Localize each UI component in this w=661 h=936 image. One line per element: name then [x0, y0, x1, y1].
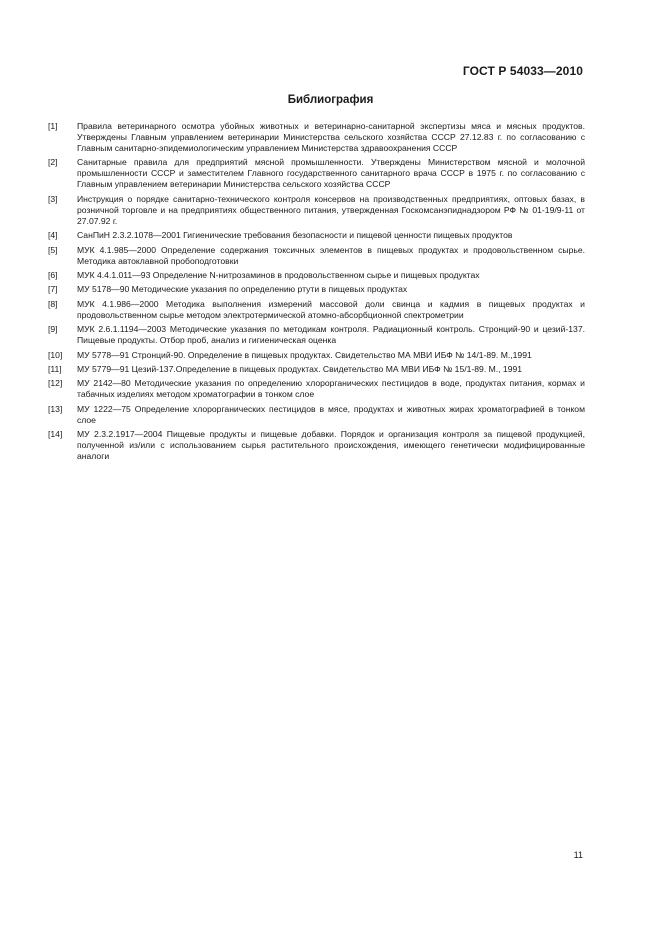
entry-text: МУ 5778—91 Стронций-90. Определение в пищевых продуктах. Свидетельство МА МВИ ИБФ № 14/1-89. М.,1991: [77, 349, 532, 360]
bibliography-entry: [48, 350, 585, 361]
bibliography-entry: [48, 429, 585, 462]
bibliography-entry: [48, 245, 585, 267]
entry-number: [9]: [48, 324, 58, 335]
entry-text: МУК 4.1.985—2000 Определение содержания токсичных элементов в пищевых продуктах и продовольственном сырье. Методика автоклавной пробоподготовки: [77, 244, 585, 266]
bibliography-entry: [48, 404, 585, 426]
bibliography-entry: [48, 157, 585, 190]
entry-text: МУК 4.4.1.011—93 Определение N-нитрозаминов в продовольственном сырье и пищевых продуктах: [77, 269, 480, 280]
entry-number: [5]: [48, 244, 58, 255]
bibliography-entry: [48, 270, 585, 281]
entry-text: МУ 1222—75 Определение хлорорганических пестицидов в мясе, продуктах и животных жирах хроматографией в тонком слое: [77, 403, 585, 425]
entry-text: МУ 2142—80 Методические указания по определению хлорорганических пестицидов в воде, продуктах питания, кормах и табачных изделиях методом хроматографии в тонком слое: [77, 378, 585, 400]
entry-number: [12]: [48, 378, 63, 389]
bibliography-entry: [48, 121, 585, 154]
bibliography-entry: [48, 364, 585, 375]
entry-text: Правила ветеринарного осмотра убойных животных и ветеринарно-санитарной экспертизы мяса и мясных продуктов. Утверждены Главным управлением ветеринарии Министерства сельского хозяйства СССР 27.12.83 г. по согласованию с Главным санитарно-эпидемиологическим управлением Министерства здравоохранения СССР: [77, 121, 585, 153]
bibliography-entry: [48, 324, 585, 346]
page-number: 11: [573, 850, 583, 860]
entry-number: [3]: [48, 193, 58, 204]
entry-text: Инструкция о порядке санитарно-технического контроля консервов на производственных предприятиях, оптовых базах, в розничной торговле и на предприятиях общественного питания, утвержденная Госкомсанэпиднадзором РФ № 01-19/9-11 от 27.07.92 г.: [77, 193, 585, 226]
bibliography-list: [48, 121, 585, 465]
entry-number: [1]: [48, 121, 58, 131]
entry-number: [10]: [48, 349, 63, 360]
entry-text: СанПиН 2.3.2.1078—2001 Гигиенические требования безопасности и пищевой ценности пищевых продуктов: [77, 230, 513, 241]
document-code: ГОСТ Р 54033—2010: [462, 64, 583, 78]
bibliography-entry: [48, 284, 585, 295]
entry-text: МУ 5178—90 Методические указания по определению ртути в пищевых продуктах: [77, 284, 408, 295]
entry-number: [13]: [48, 403, 63, 414]
bibliography-entry: [48, 194, 585, 227]
entry-number: [11]: [48, 363, 62, 374]
bibliography-entry: [48, 299, 585, 321]
entry-number: [2]: [48, 157, 58, 168]
entry-number: [7]: [48, 284, 58, 295]
entry-text: Санитарные правила для предприятий мясной промышленности. Утверждены Министерством мясной и молочной промышленности СССР и заместителем Главного государственного санитарного врача СССР в 1975 г. по согласованию с Главным управлением ветеринарии Министерства сельского хозяйства СССР: [77, 157, 585, 190]
entry-number: [4]: [48, 230, 58, 241]
entry-text: МУ 2.3.2.1917—2004 Пищевые продукты и пищевые добавки. Порядок и организация контроля за пищевой продукцией, полученной из/или с использованием сырья растительного происхождения, имеющего генетически модифицированные аналоги: [77, 429, 585, 462]
entry-number: [8]: [48, 298, 58, 309]
section-title: Библиография: [287, 94, 374, 106]
entry-number: [6]: [48, 269, 58, 280]
entry-number: [14]: [48, 429, 63, 440]
bibliography-entry: [48, 378, 585, 400]
entry-text: МУ 5779—91 Цезий-137.Определение в пищевых продуктах. Свидетельство МА МВИ ИБФ № 15/1-89. М., 1991: [77, 363, 523, 374]
entry-text: МУК 2.6.1.1194—2003 Методические указания по методикам контроля. Радиационный контроль. Стронций-90 и цезий-137. Пищевые продукты. Отбор проб, анализ и гигиеническая оценка: [77, 324, 585, 346]
entry-text: МУК 4.1.986—2000 Методика выполнения измерений массовой доли свинца и кадмия в пищевых продуктах и продовольственном сырье методом электротермической атомно-абсорбционной спектрометрии: [77, 298, 585, 320]
bibliography-entry: [48, 230, 585, 241]
